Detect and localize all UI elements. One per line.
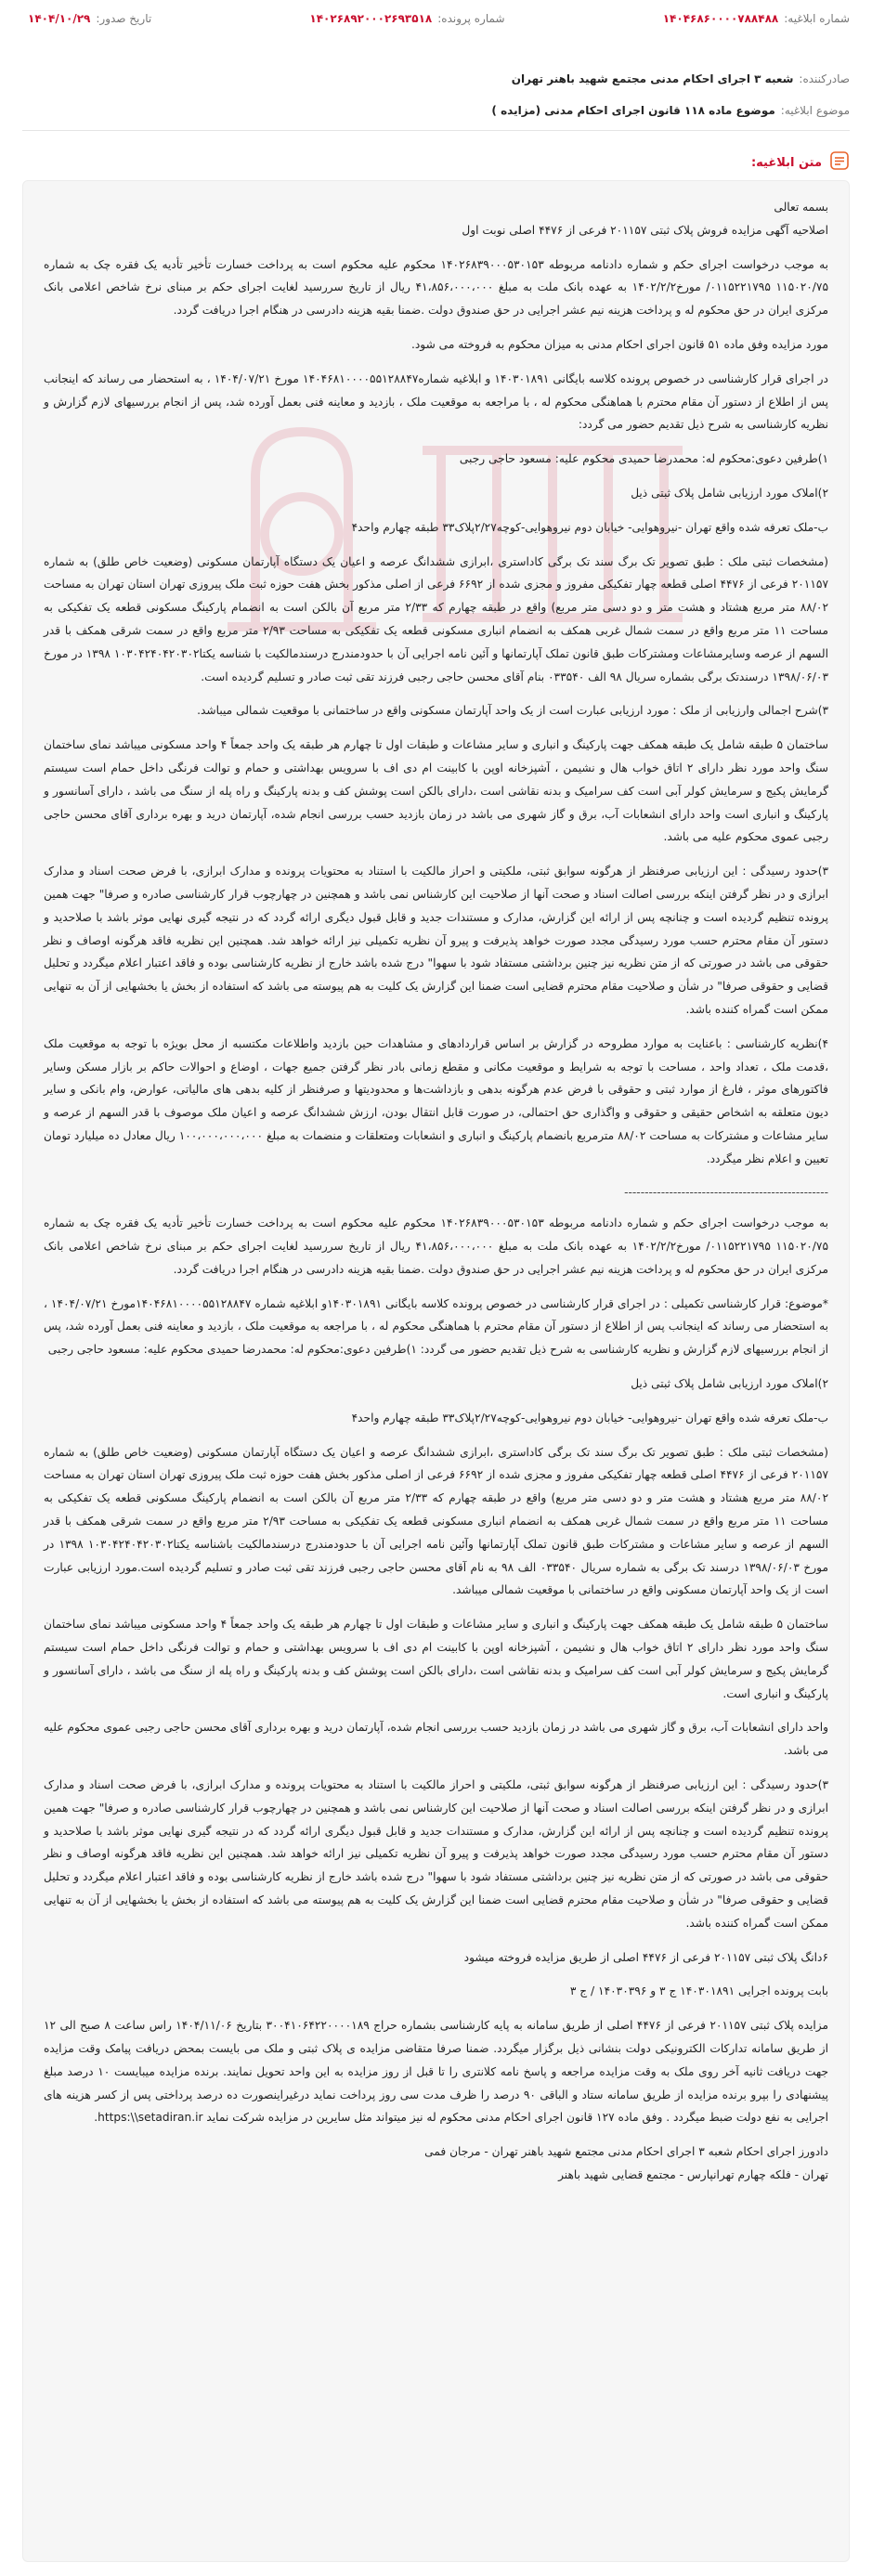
header-divider <box>22 130 850 131</box>
body-paragraph: ساختمان ۵ طبقه شامل یک طبقه همکف جهت پارکینگ و انباری و سایر مشاعات و طبقات اول تا چهارم هر طبقه یک واحد جمعاً ۴ واحد مسکونی میباشد نمای ساختمان سنگ واحد مورد نظر دارای ۲ اتاق خواب هال و نشیمن ، آشپزخانه اوپن با کابینت ام دی اف با سرویس بهداشتی و حمام و توالت فرنگی داخل حمام است سیستم گرمایش پکیج و سرمایش کولر آبی است کف سرامیک و بدنه نقاشی است ،دارای بالکن است پوشش کف و بدنه پارکینگ و راه پله از سنگ می باشد ، دارای آسانسور و پارکینگ و انباری است واحد دارای انشعابات آب، برق و گاز شهری می باشد در زمان بازدید حسب بررسی انجام شده، آپارتمان درید و بهره برداری آقای محسن حاجی رجبی عموی محکوم علیه می باشد. <box>44 738 828 844</box>
body-paragraph: ۳)حدود رسیدگی : این ارزیابی صرفنظر از هرگونه سوابق ثبتی، ملکیتی و احراز مالکیت با استناد به محتویات پرونده و مدارک ابرازی، با فرض صحت اسناد و مدارک ابرازی و در نظر گرفتن اینکه بررسی اصالت اسناد و صحت آنها از صلاحیت این کارشناس نمی باشد و همچنین در چهارچوب قرار کارشناسی صادره و صرفا" جهت همین پرونده تنظیم گردیده است و چنانچه پس از ارائه این گزارش، مدارک و مستندات جدید و قابل قبول دیگری ارائه گردد که در نتیجه گیری نهایی موثر باشد با صلاحدید و دستور آن مقام محترم حسب مورد رسیدگی مجدد صورت خواهد پذیرفت و پیرو آن نظریه تکمیلی نیز ارائه خواهد شد. همچنین این نظریه فاقد هرگونه اوصاف و نظر حقوقی می باشد در صورتی که از متن نظریه نیز چنین برداشتی مستفاد شود با سهوا" درج شده باشد خارج از نظریه کارشناسی بوده و فاقد اعتبار اعلام میگردد و تحلیل قضایی و حقوقی صرفا" در شأن و صلاحیت مقام محترم قضایی است ضمنا این گزارش یک کلیت به هم پیوسته می باشد که استفاده از بخش یا بخشهایی از آن به تنهایی ممکن است گمراه کننده باشد. <box>44 865 828 1016</box>
notice-number <box>663 12 850 25</box>
issuer-value: شعبه ۳ اجرای احکام مدنی مجتمع شهید باهنر تهران <box>511 72 794 85</box>
body-paragraph: بابت پرونده اجرایی ۱۴۰۳۰۱۸۹۱ ج ۳ و ۱۴۰۳۰۳۹۶ / ج ۳ <box>569 1984 828 1998</box>
body-separator: -------------------------------------------------- <box>624 1186 828 1200</box>
body-paragraph: به موجب درخواست اجرای حکم و شماره دادنامه مربوطه ۱۴۰۲۶۸۳۹۰۰۰۵۳۰۱۵۳ محکوم علیه محکوم است به پرداخت خسارت تأخیر تأدیه یک فقره چک به شماره ۱۱۵۰۲۰/۷۵ ۰۱۱۵۲۲۱۷۹۵/ مورخ۱۴۰۲/۲/۲ به عهده بانک ملت به مبلغ ۴۱،۸۵۶،۰۰۰،۰۰۰ ریال از تاریخ سررسید لغایت اجرای حکم بر مبنای نرخ شاخص اعلامی بانک مرکزی ایران در حق محکوم له و پرداخت هزینه نیم عشر اجرایی در حق صندوق دولت .ضمنا بقیه هزینه دادرسی در هنگام اجرا دریافت گردد. <box>44 1216 828 1276</box>
case-number-label: شماره پرونده: <box>437 12 505 25</box>
body-paragraph: ۴)نظریه کارشناسی : باعنایت به موارد مطروحه در گزارش بر اساس قراردادهای و مشاهدات حین بازدید واطلاعات مکتسبه از محل بویژه با توجه به موقعیت ملک ،قدمت ملک ، تعداد واحد ، مساحت با توجه به شرایط و موقعیت مکانی و مقطع زمانی بادر نظر گرفتن جمیع جهات ، اوضاع و احوالات حاکم بر بازار مسکن وسایر فاکتورهای موثر ، فارغ از موارد ثبتی و حقوقی با فرض عدم هرگونه بدهی و بازداشت‌ها و محدودیتها و صرفنظر از کلیه بدهی های مالیاتی، عوارض، وام بانکی و سایر دیون متعلقه به اشخاص حقیقی و حقوقی و واگذاری حق احتمالی، در صورت قابل انتقال بودن، ارزش ششدانگ عرصه و اعیان ملک موصوف با قدر السهم از عرصه و سایر مشاعات و مشترکات به مساحت ۸۸/۰۲ مترمربع بانضمام پارکینگ و انباری و انشعابات ومتعلقات و منضمات به مبلغ ۱۰۰،۰۰۰،۰۰۰،۰۰۰ ریال معادل ده میلیارد تومان تعیین و اعلام نظر میگردد. <box>44 1036 828 1165</box>
case-number <box>309 12 504 25</box>
notice-header-bar <box>0 0 872 37</box>
body-paragraph: *موضوع: قرار کارشناسی تکمیلی : در اجرای قرار کارشناسی در خصوص پرونده کلاسه بایگانی ۱۴۰۳۰۱۸۹۱و ابلاغیه شماره ۱۴۰۴۶۸۱۰۰۰۰۵۵۱۲۸۸۴۷مورخ ۱۴۰۴/۰۷/۲۱ ، به استحضار می رساند که اینجانب پس از اطلاع از دستور آن مقام محترم با هماهنگی محکوم له ، با مراجعه به موقعیت ملک ، بازدید و معاینه فنی بعمل آورده شد، پس از انجام بررسیهای لازم گزارش و نظریه کارشناسی به شرح ذیل تقدیم حضور می گردد: ۱)طرفین دعوی:محکوم له: محمدرضا حمیدی محکوم علیه: مسعود حاجی رجبی <box>44 1296 828 1357</box>
notice-text-heading <box>751 150 850 175</box>
notice-body-box <box>22 180 850 2562</box>
body-signature: دادورز اجرای احکام شعبه ۳ اجرای احکام مدنی مجتمع شهید باهنر تهران - مرجان فمی <box>424 2145 828 2159</box>
body-paragraph: (مشخصات ثبتی ملک : طبق تصویر تک برگ سند تک برگی کاداستری ،ابرازی ششدانگ عرصه و اعیان یک دستگاه آپارتمان مسکونی (وضعیت خاص طلق) به شماره ۲۰۱۱۵۷ فرعی از ۴۴۷۶ اصلی قطعه چهار تفکیکی مفروز و مجزی شده از ۶۶۹۲ فرعی از اصلی مذکور بخش هفت حوزه ثبت ملک پیروزی تهران استان تهران به مساحت ۸۸/۰۲ متر مربع هشتاد و هشت متر و دو دسی متر مربع) واقع در طبقه چهارم که ۲/۳۳ متر مربع آن بالکن است به انضمام پارکینگ مسکونی قطعه یک تفکیکی به مساحت ۱۱ متر مربع واقع در سمت شمال غربی همکف به انضمام انباری مسکونی قطعه یک تفکیکی به مساحت ۲/۹۳ متر مربع واقع در سمت شرقی همکف با قدر السهم از عرصه وسایرمشاعات ومشترکات طبق قانون تملک آپارتمانها و آئین نامه اجرایی آن با حدودمندرج درسندمالکیت با شناسه یکتا۱۰۳۰۴۲۴۰۴۲۰۳۰۲ ۱۳۹۸ در مورخ ۱۳۹۸/۰۶/۰۳ درسندتک برگی بشماره سریال ۹۸ الف ۰۳۳۵۴۰ بنام آقای محسن حاجی رجبی فرزند تقی ثبت صادر و تسلیم گردیده است. <box>44 554 829 683</box>
body-paragraph: مزایده پلاک ثبتی ۲۰۱۱۵۷ فرعی از ۴۴۷۶ اصلی از طریق سامانه به پایه کارشناسی بشماره حراج ۳۰۰۴۱۰۶۴۲۲۰۰۰۰۱۸۹ بتاریخ ۱۴۰۴/۱۱/۰۶ راس ساعت ۸ صبح الی ۱۲ از طریق سامانه تدارکات الکترونیکی دولت بنشانی ذیل برگزار میگردد. ضمنا صرفا متقاضی مزایده ی پلاک ثبتی و ملک می بایست بمحض دریافت پیامک وقت مزایده جهت دریافت ثانیه آخر روی ملک به وقت مزایده مراجعه و پاسخ نامه کلانتری را تا قبل از روز مزایده به این واحد تحویل نمایند. برنده مزایده میبایست ۱۰ درصد مبلغ پیشنهادی را بپرو برنده مزایده از طریق سامانه ستاد و الباقی ۹۰ درصد را ظرف مدت سی روز پرداخت نماید درغیراینصورت ده درصد پرداختی پس از کسر هزینه های اجرایی به نفع دولت ضبط میگردد . وفق ماده ۱۲۷ قانون اجرای احکام مدنی محکوم له نیز میتواند مثل سایرین در مزایده شرکت نماید https:\\setadiran.ir. <box>44 2019 829 2125</box>
body-paragraph: ۶دانگ پلاک ثبتی ۲۰۱۱۵۷ فرعی از ۴۴۷۶ اصلی از طریق مزایده فروخته میشود <box>463 1950 828 1964</box>
body-paragraph: ۲)املاک مورد ارزیابی شامل پلاک ثبتی ذیل <box>631 486 828 500</box>
subject-value: موضوع ماده ۱۱۸ قانون اجرای احکام مدنی (مزایده ) <box>491 104 775 117</box>
notice-number-value: ۱۴۰۴۶۸۶۰۰۰۰۷۸۸۴۸۸ <box>662 12 779 25</box>
body-paragraph: ساختمان ۵ طبقه شامل یک طبقه همکف جهت پارکینگ و انباری و سایر مشاعات و طبقات اول تا چهارم هر طبقه یک واحد جمعاً ۴ واحد مسکونی میباشد نمای ساختمان سنگ واحد مورد نظر دارای ۲ اتاق خواب هال و نشیمن ، آشپزخانه اوپن با کابینت ام دی اف با سرویس بهداشتی و حمام و توالت فرنگی داخل حمام است سیستم گرمایش پکیج و سرمایش کولر آبی است کف سرامیک و بدنه نقاشی است ،دارای بالکن است پوشش کف و بدنه پارکینگ و راه پله از سنگ می باشد ، دارای آسانسور و پارکینگ و انباری است. <box>44 1618 828 1700</box>
issue-date <box>28 12 151 25</box>
body-paragraph: ۳)حدود رسیدگی : این ارزیابی صرفنظر از هرگونه سوابق ثبتی، ملکیتی و احراز مالکیت با استناد به محتویات پرونده و مدارک ابرازی، با فرض صحت اسناد و مدارک ابرازی و در نظر گرفتن اینکه بررسی اصالت اسناد و صحت آنها از صلاحیت این کارشناس نمی باشد و همچنین در چهارچوب قرار کارشناسی صادره و صرفا" جهت همین پرونده تنظیم گردیده است و چنانچه پس از ارائه این گزارش، مدارک و مستندات جدید و قابل قبول دیگری ارائه گردد که در نتیجه گیری نهایی موثر باشد با صلاحدید و دستور آن مقام محترم حسب مورد رسیدگی مجدد صورت خواهد پذیرفت و پیرو آن نظریه تکمیلی نیز ارائه خواهد شد. همچنین این نظریه فاقد هرگونه اوصاف و نظر حقوقی می باشد در صورتی که از متن نظریه نیز چنین برداشتی مستفاد شود با سهوا" درج شده باشد خارج از نظریه کارشناسی بوده و فاقد اعتبار اعلام میگردد و تحلیل قضایی و حقوقی صرفا" در شأن و صلاحیت مقام محترم قضایی است ضمنا این گزارش یک کلیت به هم پیوسته می باشد که استفاده از بخش یا بخشهایی از آن به تنهایی ممکن است گمراه کننده باشد. <box>44 1778 828 1930</box>
notice-body-text <box>44 196 828 2187</box>
issuer-row <box>22 72 850 85</box>
body-paragraph: ۲)املاک مورد ارزیابی شامل پلاک ثبتی ذیل <box>631 1377 828 1391</box>
issuer-label: صادرکننده: <box>799 72 850 85</box>
issue-date-value: ۱۴۰۴/۱۰/۲۹ <box>28 12 91 25</box>
body-paragraph: ۳)شرح اجمالی وارزیابی از ملک : مورد ارزیابی عبارت است از یک واحد آپارتمان مسکونی واقع در ساختمانی با موقعیت شمالی میباشد. <box>197 704 828 718</box>
subject-label: موضوع ابلاغیه: <box>780 104 850 117</box>
body-paragraph: اصلاحیه آگهی مزایده فروش پلاک ثبتی ۲۰۱۱۵۷ فرعی از ۴۴۷۶ اصلی نوبت اول <box>462 223 828 237</box>
body-address: تهران - فلکه چهارم تهرانپارس - مجتمع قضایی شهید باهنر <box>558 2167 828 2181</box>
body-paragraph: (مشخصات ثبتی ملک : طبق تصویر تک برگ سند تک برگی کاداستری ،ابرازی ششدانگ عرصه و اعیان یک دستگاه آپارتمان مسکونی (وضعیت خاص طلق) به شماره ۲۰۱۱۵۷ فرعی از ۴۴۷۶ اصلی قطعه چهار تفکیکی مفروز و مجزی شده از ۶۶۹۲ فرعی از اصلی مذکور بخش هفت حوزه ثبت ملک پیروزی تهران استان تهران به مساحت ۸۸/۰۲ متر مربع هشتاد و هشت متر و دو دسی متر مربع) واقع در طبقه چهارم که ۲/۳۳ متر مربع آن بالکن است به انضمام پارکینگ مسکونی قطعه یک تفکیکی به مساحت ۱۱ متر مربع واقع در سمت شمال غربی همکف به انضمام انباری مسکونی قطعه یک تفکیکی به مساحت ۲/۹۳ متر مربع واقع در سمت شرقی همکف با قدر السهم از عرصه و سایر مشاعات و مشترکات طبق قانون تملک آپارتمانها وآئین نامه اجرایی آن با حدودمندرج درسندمالکیت باشناسه یکتا۱۰۳۰۴۲۴۰۴۲۰۳۰۲ ۱۳۹۸ در مورخ ۱۳۹۸/۰۶/۰۳ درسند تک برگی به شماره سریال ۰۳۳۵۴۰ الف ۹۸ به نام آقای محسن حاجی رجبی فرزند تقی ثبت صادر و تسلیم گردیده است.مورد ارزیابی عبارت است از یک واحد آپارتمان مسکونی واقع در ساختمانی با موقعیت شمالی میباشد. <box>44 1445 829 1597</box>
body-paragraph: ب-ملک تعرفه شده واقع تهران -نیروهوایی- خیابان دوم نیروهوایی-کوچه۲/۲۷پلاک۳۳ طبقه چهارم واحد۴ <box>351 520 828 534</box>
issue-date-label: تاریخ صدور: <box>96 12 152 25</box>
body-paragraph: مورد مزایده وفق ماده ۵۱ قانون اجرای احکام مدنی به میزان محکوم به فروخته می شود. <box>411 337 828 351</box>
body-paragraph: به موجب درخواست اجرای حکم و شماره دادنامه مربوطه ۱۴۰۲۶۸۳۹۰۰۰۵۳۰۱۵۳ محکوم علیه محکوم است به پرداخت خسارت تأخیر تأدیه یک فقره چک به شماره ۱۱۵۰۲۰/۷۵ ۰۱۱۵۲۲۱۷۹۵/ مورخ۱۴۰۲/۲/۲ به عهده بانک ملت به مبلغ ۴۱،۸۵۶،۰۰۰،۰۰۰ ریال از تاریخ سررسید لغایت اجرای حکم بر مبنای نرخ شاخص اعلامی بانک مرکزی ایران در حق محکوم له و پرداخت هزینه نیم عشر اجرایی در حق صندوق دولت .ضمنا بقیه هزینه دادرسی در هنگام اجرا دریافت گردد. <box>44 257 828 318</box>
subject-row <box>22 104 850 117</box>
body-paragraph: در اجرای قرار کارشناسی در خصوص پرونده کلاسه بایگانی ۱۴۰۳۰۱۸۹۱ و ابلاغیه شماره۱۴۰۴۶۸۱۰۰۰۰۵۵۱۲۸۸۴۷ مورخ ۱۴۰۴/۰۷/۲۱ ، به استحضار می رساند که اینجانب پس از اطلاع از دستور آن مقام محترم با هماهنگی محکوم له ، با مراجعه به موقعیت ملک ، بازدید و معاینه فنی بعمل آورده شد، پس از انجام بررسیهای لازم گزارش و نظریه کارشناسی به شرح ذیل تقدیم حضور می گردد: <box>44 371 828 432</box>
body-paragraph: ۱)طرفین دعوی:محکوم له: محمدرضا حمیدی محکوم علیه: مسعود حاجی رجبی <box>459 452 828 466</box>
body-paragraph: واحد دارای انشعابات آب، برق و گاز شهری می باشد در زمان بازدید حسب بررسی انجام شده، آپارتمان درید و بهره برداری آقای محسن حاجی رجبی عموی محکوم علیه می باشد. <box>44 1721 828 1758</box>
document-icon <box>829 150 850 175</box>
body-paragraph: بسمه تعالی <box>774 201 828 214</box>
body-paragraph: ب-ملک تعرفه شده واقع تهران -نیروهوایی- خیابان دوم نیروهوایی-کوچه۲/۲۷پلاک۳۳ طبقه چهارم واحد۴ <box>351 1411 828 1425</box>
notice-text-title: متن ابلاغیه: <box>750 155 822 170</box>
case-number-value: ۱۴۰۲۶۸۹۲۰۰۰۲۶۹۳۵۱۸ <box>309 12 433 25</box>
notice-number-label: شماره ابلاغیه: <box>784 12 850 25</box>
